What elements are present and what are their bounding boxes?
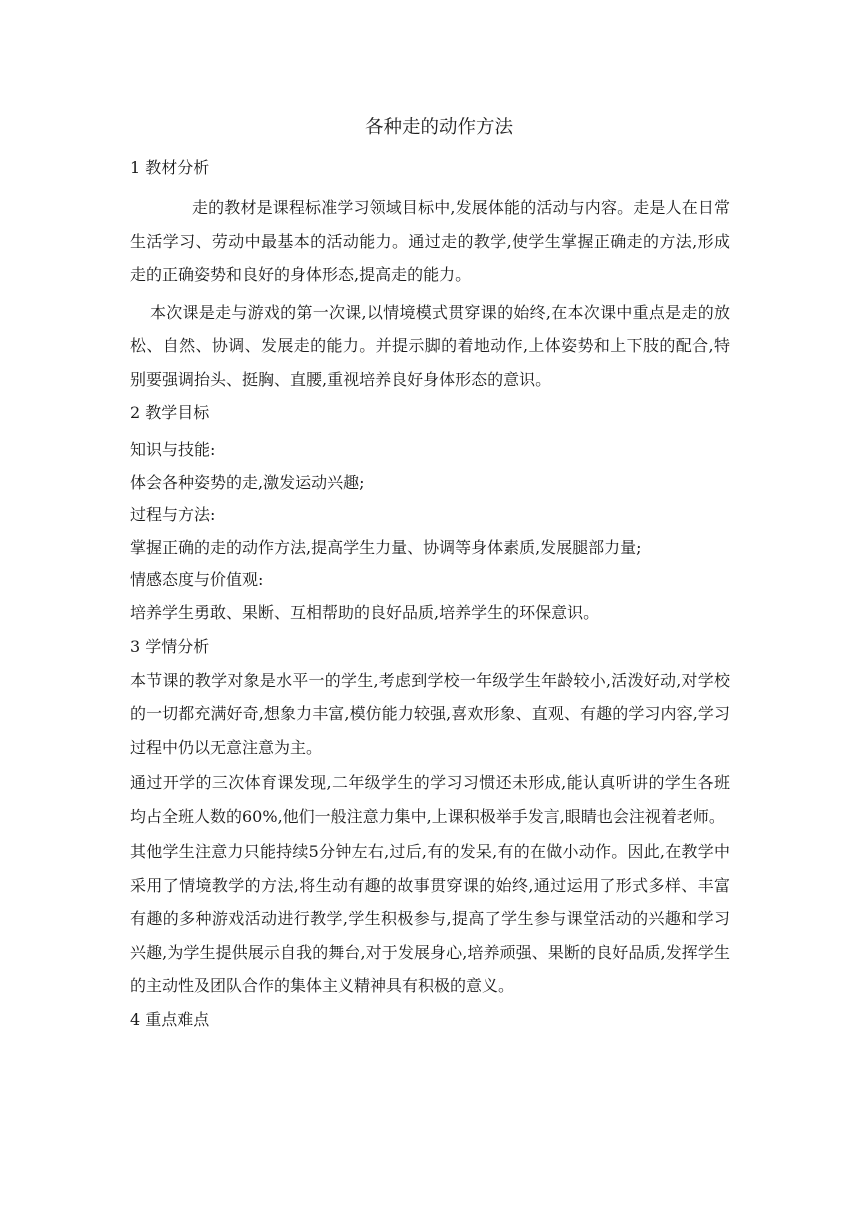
page-title: 各种走的动作方法 xyxy=(364,117,513,138)
section-heading-key-points: 4 重点难点 xyxy=(130,1009,210,1029)
paragraph-material-1: 走的教材是课程标准学习领域目标中,发展体能的活动与内容。走是人在日常生活学习、劳动中最基本的活动能力。通过走的教学,使学生掌握正确走的方法,形成走的正确姿势和良好的身体形态,提高走的能力。 xyxy=(130,198,730,284)
section-heading-material-analysis: 1 教材分析 xyxy=(130,158,210,177)
paragraph-student-3: 其他学生注意力只能持续5分钟左右,过后,有的发呆,有的在做小动作。因此,在教学中采用了情境教学的方法,将生动有趣的故事贯穿课的始终,通过运用了形式多样、丰富有趣的多种游戏活动进行教学,学生积极参与,提高了学生参与课堂活动的兴趣和学习兴趣,为学生提供展示自我的舞台,对于发展身心,培养顽强、果断的良好品质,发挥学生的主动性及团队合作的集体主义精神具有积极的意义。 xyxy=(130,842,730,996)
section-heading-student-analysis: 3 学情分析 xyxy=(130,636,210,656)
paragraph-material-2: 本次课是走与游戏的第一次课,以情境模式贯穿课的始终,在本次课中重点是走的放松、自然、协调、发展走的能力。并提示脚的着地动作,上体姿势和上下肢的配合,特别要强调抬头、挺胸、直腰,重视培养良好身体形态的意识。 xyxy=(130,302,730,389)
goal-line-process: 掌握正确的走的动作方法,提高学生力量、协调等身体素质,发展腿部力量; xyxy=(130,537,642,557)
paragraph-student-2: 通过开学的三次体育课发现,二年级学生的学习习惯还未形成,能认真听讲的学生各班均占全班人数的60%,他们一般注意力集中,上课积极举手发言,眼睛也会注视着老师。 xyxy=(130,773,730,826)
goal-line-knowledge-label: 知识与技能: xyxy=(130,440,216,459)
goal-line-emotion: 培养学生勇敢、果断、互相帮助的良好品质,培养学生的环保意识。 xyxy=(130,602,600,622)
paragraph-student-1: 本节课的教学对象是水平一的学生,考虑到学校一年级学生年龄较小,活泼好动,对学校的一切都充满好奇,想象力丰富,模仿能力较强,喜欢形象、直观、有趣的学习内容,学习过程中仍以无意注意为主。 xyxy=(130,670,730,757)
section-heading-teaching-goals: 2 教学目标 xyxy=(130,403,210,422)
goal-line-process-label: 过程与方法: xyxy=(130,505,216,525)
goal-line-knowledge: 体会各种姿势的走,激发运动兴趣; xyxy=(130,472,365,492)
goal-line-emotion-label: 情感态度与价值观: xyxy=(130,570,264,590)
